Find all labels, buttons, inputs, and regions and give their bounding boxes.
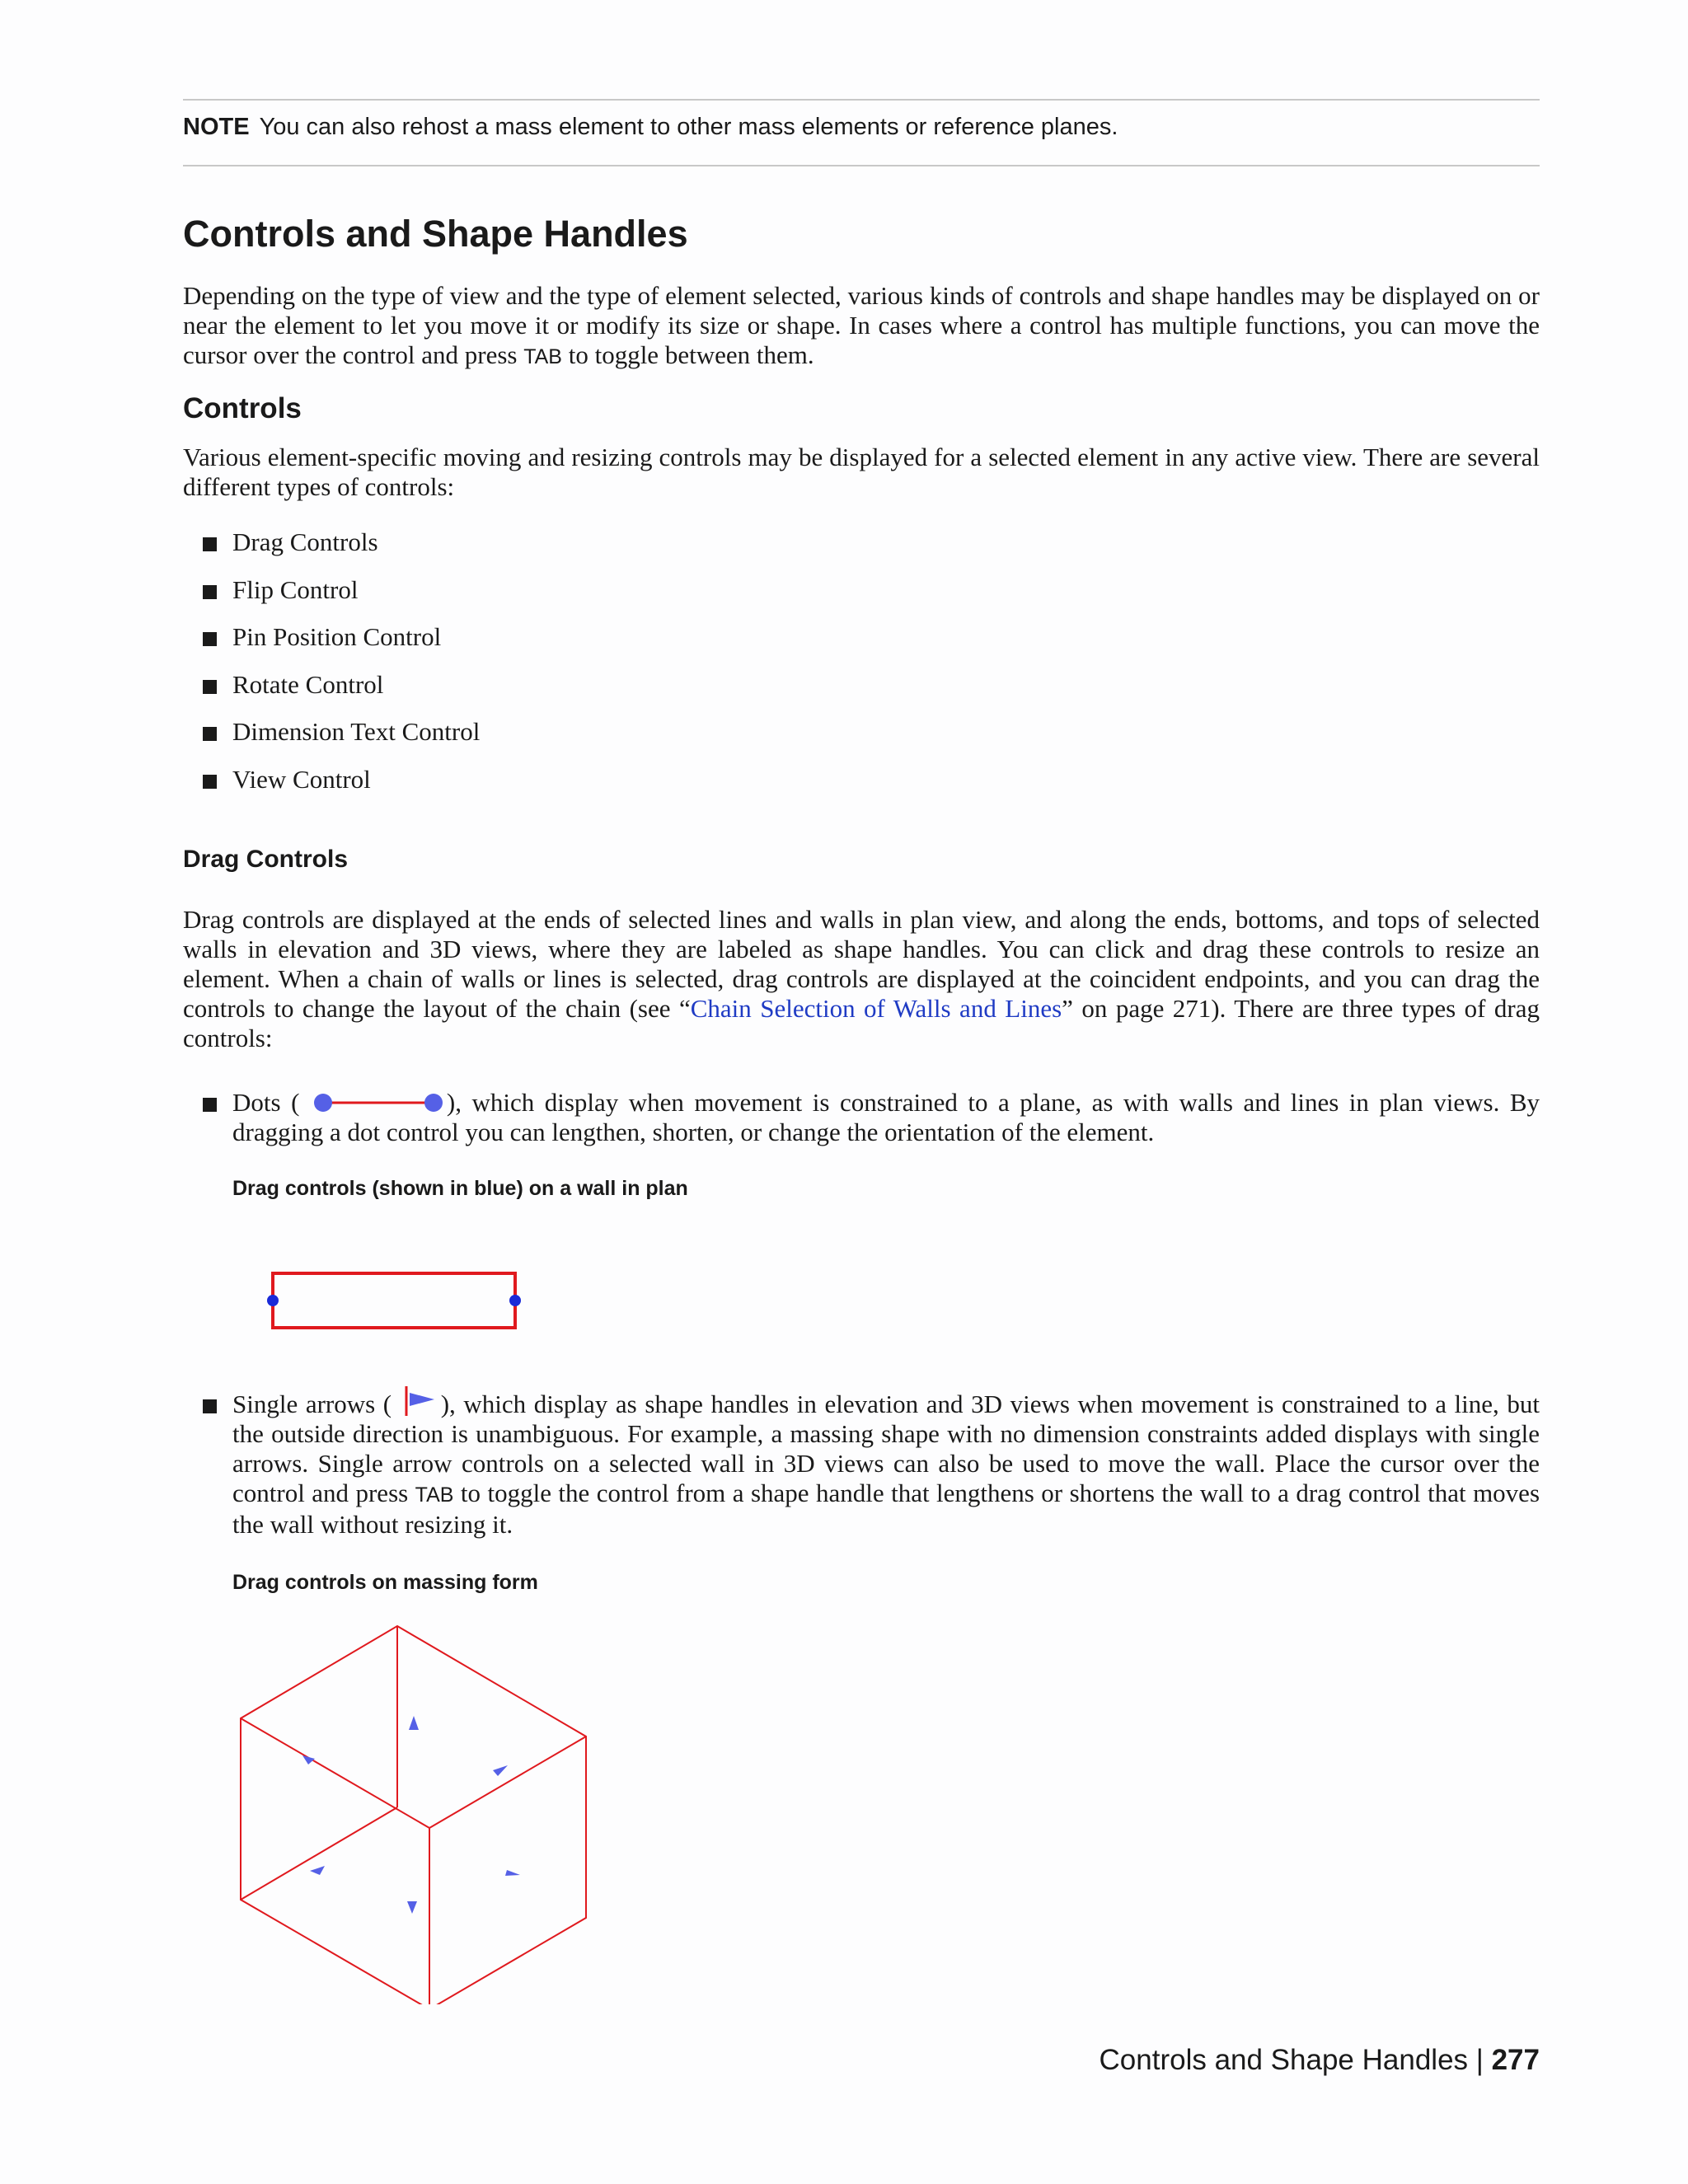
dots-text-2: ), which display when movement is constrained to a plane, as with walls and lines in plan views. By dragging a dot control you can lengthen, shorten, or change the orientation of the element. (232, 1088, 1540, 1146)
list-item (203, 622, 480, 670)
arrow-handle-lower-right[interactable] (505, 1870, 520, 1876)
arrow-handle-upper-left[interactable] (302, 1755, 315, 1765)
drag-text-2: ” on page 271). There are three types of drag controls: (183, 994, 1540, 1052)
arrows-text-2: ), which display as shape handles in elevation and 3D views when movement is constrained to a line, but the outside direction is unambiguous. For example, a massing shape with no dimension constraints added displays with single arrows. Single arrow controls on a selected wall in 3D views can also be used to move the wall. Place the cursor over the control and press (232, 1390, 1540, 1507)
bullet-square (203, 1098, 217, 1112)
controls-heading: Controls (183, 392, 302, 424)
footer-title: Controls and Shape Handles (1099, 2044, 1469, 2076)
dot-control-icon (312, 1090, 445, 1115)
cube-edge (241, 1718, 429, 1828)
list-item-label: Drag Controls (232, 527, 378, 556)
wall-plan-figure (260, 1261, 541, 1335)
massing-form-figure (223, 1617, 602, 2004)
list-item-label: Flip Control (232, 574, 359, 604)
page-number: 277 (1491, 2044, 1540, 2076)
single-arrow-icon (401, 1385, 439, 1418)
bullet-square (203, 537, 217, 551)
bullet-square (203, 632, 217, 646)
list-item (203, 717, 480, 765)
caption-plan: Drag controls (shown in blue) on a wall in plan (232, 1177, 688, 1200)
dots-bullet (203, 1088, 1540, 1147)
list-item-label: Pin Position Control (232, 622, 442, 651)
page-footer (1100, 2044, 1540, 2077)
section-title: Controls and Shape Handles (183, 213, 688, 255)
control-types-list (203, 527, 480, 812)
arrow-handle-down[interactable] (407, 1901, 417, 1914)
list-item-label: Dimension Text Control (232, 717, 481, 746)
note-text: You can also rehost a mass element to other mass elements or reference planes. (259, 114, 1118, 140)
single-arrows-bullet (203, 1390, 1540, 1540)
drag-dot-right[interactable] (509, 1295, 521, 1306)
drag-dot-left[interactable] (267, 1295, 279, 1306)
controls-intro: Various element-specific moving and resizing controls may be displayed for a selected element in any active view. There are several different types of controls: (183, 443, 1540, 501)
bullet-square (203, 727, 217, 741)
list-item-label: Rotate Control (232, 669, 384, 699)
list-item (203, 527, 480, 575)
bullet-square (203, 585, 217, 599)
chain-selection-link[interactable]: Chain Selection of Walls and Lines (690, 994, 1062, 1023)
bullet-square (203, 775, 217, 789)
intro-text-2: to toggle between them. (568, 340, 814, 369)
tab-key: TAB (523, 345, 562, 368)
drag-controls-paragraph (183, 905, 1540, 1053)
cube-edge (429, 1736, 586, 1828)
arrows-text-1: Single arrows ( (232, 1390, 392, 1418)
wall-outline (273, 1273, 515, 1328)
tab-key: TAB (415, 1483, 454, 1507)
drag-text-1: Drag controls are displayed at the ends of selected lines and walls in plan view, and along the ends, bottoms, and tops of selected walls in elevation and 3D views, where they are labeled as shape handles. You can click and drag these controls to resize an element. When a chain of walls or lines is selected, drag controls are displayed at the coincident endpoints, and you can drag the controls to change the layout of the chain (see “ (183, 905, 1540, 1023)
bullet-square (203, 680, 217, 694)
arrow-handle-up[interactable] (409, 1716, 419, 1730)
note-label: NOTE (183, 114, 250, 140)
list-item-label: View Control (232, 764, 371, 794)
note (183, 114, 1118, 141)
list-item (203, 670, 480, 718)
cube-edge (241, 1807, 397, 1900)
top-rule (183, 99, 1540, 101)
arrow-handle-lower-left[interactable] (310, 1866, 325, 1875)
list-item (203, 575, 480, 623)
dots-text-1: Dots ( (232, 1088, 300, 1117)
list-item (203, 765, 480, 813)
caption-massing: Drag controls on massing form (232, 1571, 538, 1594)
intro-paragraph (183, 281, 1540, 372)
arrow-handle-upper-right[interactable] (493, 1765, 508, 1776)
drag-controls-heading: Drag Controls (183, 846, 349, 873)
cube-outline (241, 1626, 586, 2004)
note-bottom-rule (183, 165, 1540, 166)
intro-text-1: Depending on the type of view and the type of element selected, various kinds of controls and shape handles may be displayed on or near the element to let you move it or modify its size or shape. In cases where a control has multiple functions, you can move the cursor over the control and press (183, 281, 1540, 369)
footer-separator: | (1475, 2044, 1484, 2076)
arrows-text-3: to toggle the control from a shape handle that lengthens or shortens the wall to a drag control that moves the wall without resizing it. (232, 1479, 1540, 1539)
bullet-square (203, 1399, 217, 1413)
